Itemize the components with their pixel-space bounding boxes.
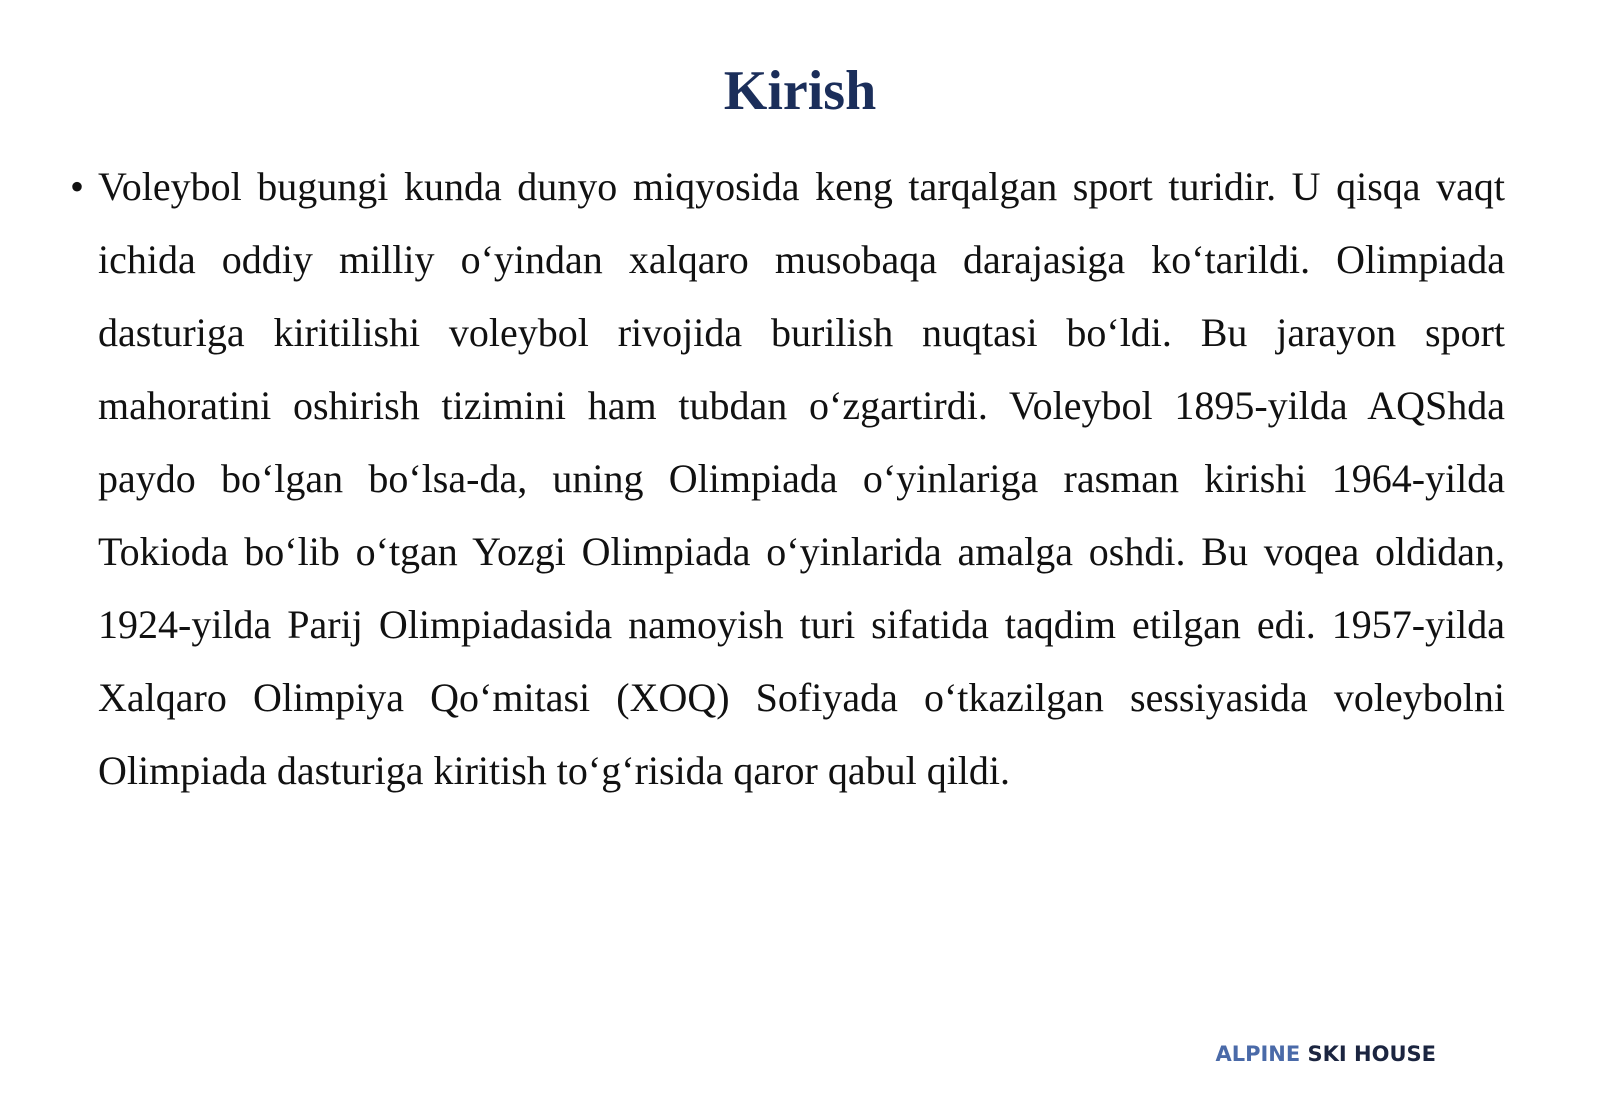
bullet-item <box>70 150 1505 807</box>
bullet-icon: • <box>70 164 85 209</box>
logo-word-ski-house: SKI HOUSE <box>1307 1042 1436 1066</box>
body-paragraph: Voleybol bugungi kunda dunyo miqyosida keng tarqalgan sport turidir. U qisqa vaqt ichida oddiy milliy o‘yindan xalqaro musobaqa darajasiga ko‘tarildi. Olimpiada dasturiga kiritilishi voleybol rivojida burilish nuqtasi bo‘ldi. Bu jarayon sport mahoratini oshirish tizimini ham tubdan o‘zgartirdi. Voleybol 1895-yilda AQShda paydo bo‘lgan bo‘lsa-da, uning Olimpiada o‘yinlariga rasman kirishi 1964-yilda Tokioda bo‘lib o‘tgan Yozgi Olimpiada o‘yinlarida amalga oshdi. Bu voqea oldidan, 1924-yilda Parij Olimpiadasida namoyish turi sifatida taqdim etilgan edi. 1957-yilda Xalqaro Olimpiya Qo‘mitasi (XOQ) Sofiyada o‘tkazilgan sessiyasida voleybolni Olimpiada dasturiga kiritish to‘g‘risida qaror qabul qildi. <box>98 164 1505 793</box>
slide-body <box>70 150 1505 807</box>
alpine-ski-house-logo <box>1215 1041 1436 1067</box>
slide-title: Kirish <box>723 60 877 122</box>
logo-word-alpine: ALPINE <box>1215 1042 1301 1066</box>
